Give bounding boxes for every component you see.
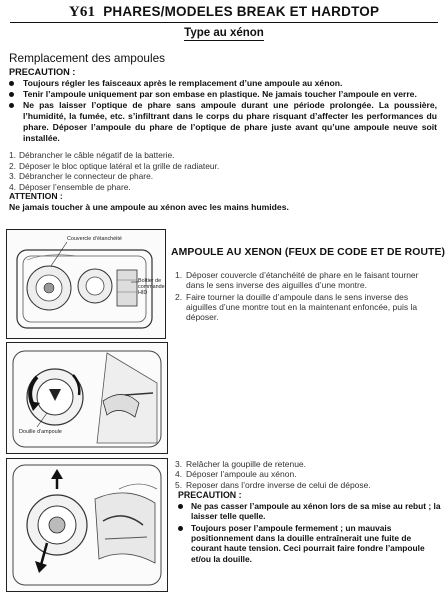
bullet-icon bbox=[9, 103, 14, 108]
list-item: 4. Déposer l’ampoule au xénon. bbox=[175, 469, 297, 480]
xenon-steps-continued bbox=[175, 459, 437, 490]
precaution-item: Ne pas casser l’ampoule au xénon lors de sa mise au rebut ; la laisser telle quelle. bbox=[178, 501, 440, 523]
list-item: 4. Déposer l’ensemble de phare. bbox=[9, 181, 131, 192]
bullet-icon bbox=[9, 92, 14, 97]
page-title: PHARES/MODELES BREAK ET HARDTOP bbox=[103, 4, 380, 19]
list-item: 1. Déposer couvercle d’étanchéité de phare en le faisant tourner dans le sens inverse des aiguilles d’une montre. bbox=[175, 270, 419, 291]
retaining-pin-diagram bbox=[7, 459, 167, 591]
label-bulb-socket: Douille d’ampoule bbox=[19, 429, 62, 435]
list-item: 2. Faire tourner la douille d’ampoule dans le sens inverse des aiguilles d’une montre tout en la maintenant enfoncée, puis la déposer. bbox=[175, 291, 418, 323]
label-cover: Couvercle d’étanchéité bbox=[67, 236, 122, 242]
xenon-steps bbox=[175, 270, 437, 323]
page-header bbox=[0, 4, 448, 21]
figure-socket-rotation bbox=[6, 342, 168, 454]
bullet-icon bbox=[9, 81, 14, 86]
label-hid-box: Boîtier de commande HID bbox=[138, 278, 165, 297]
model-code: Y61 bbox=[68, 4, 96, 20]
precaution-item: Ne pas laisser l’optique de phare sans ampoule durant une période prolongée. La poussière, l’humidité, la fumée, etc. s’infiltrant dans le corps du phare risquant d’affecter les performances du phare. Déposer l’ampoule du phare de l’optique de phare juste avant qu’une ampoule neuve soit installée. bbox=[9, 100, 437, 144]
bullet-icon bbox=[178, 504, 183, 509]
list-item: 2. Déposer le bloc optique latéral et la grille de radiateur. bbox=[9, 160, 220, 171]
attention-note: ATTENTION : Ne jamais toucher à une ampoule au xénon avec les mains humides. bbox=[9, 191, 289, 212]
precaution-label: PRECAUTION : bbox=[178, 490, 242, 500]
title-rule bbox=[10, 22, 438, 23]
figure-retaining-pin bbox=[6, 458, 168, 592]
list-item: 3. Débrancher le connecteur de phare. bbox=[9, 171, 154, 182]
list-item: 5. Reposer dans l’ordre inverse de celui de dépose. bbox=[175, 479, 371, 490]
precaution-item: Toujours poser l’ampoule fermement ; un mauvais positionnement dans la douille entraînerait une fuite de courant haute tension. Ceci pourrait faire fondre l’ampoule et/ou la douille. bbox=[178, 523, 440, 567]
list-item: 1. Débrancher le câble négatif de la batterie. bbox=[9, 150, 175, 160]
precaution-label: PRECAUTION : bbox=[9, 67, 76, 77]
xenon-section-title: AMPOULE AU XENON (FEUX DE CODE ET DE ROUTE) bbox=[171, 247, 446, 258]
precaution-item: Toujours régler les faisceaux après le remplacement d’une ampoule au xénon. bbox=[9, 78, 437, 89]
bullet-icon bbox=[178, 526, 183, 531]
figure-headlamp-assembly bbox=[6, 229, 166, 339]
section-title: Remplacement des ampoules bbox=[9, 51, 166, 65]
list-item: 3. Relâcher la goupille de retenue. bbox=[175, 459, 307, 469]
precaution-item: Tenir l’ampoule uniquement par son embase en plastique. Ne jamais toucher l’ampoule en verre. bbox=[9, 89, 437, 100]
socket-diagram bbox=[7, 343, 167, 453]
removal-steps bbox=[9, 150, 219, 192]
page-subtitle: Type au xénon bbox=[184, 27, 264, 39]
